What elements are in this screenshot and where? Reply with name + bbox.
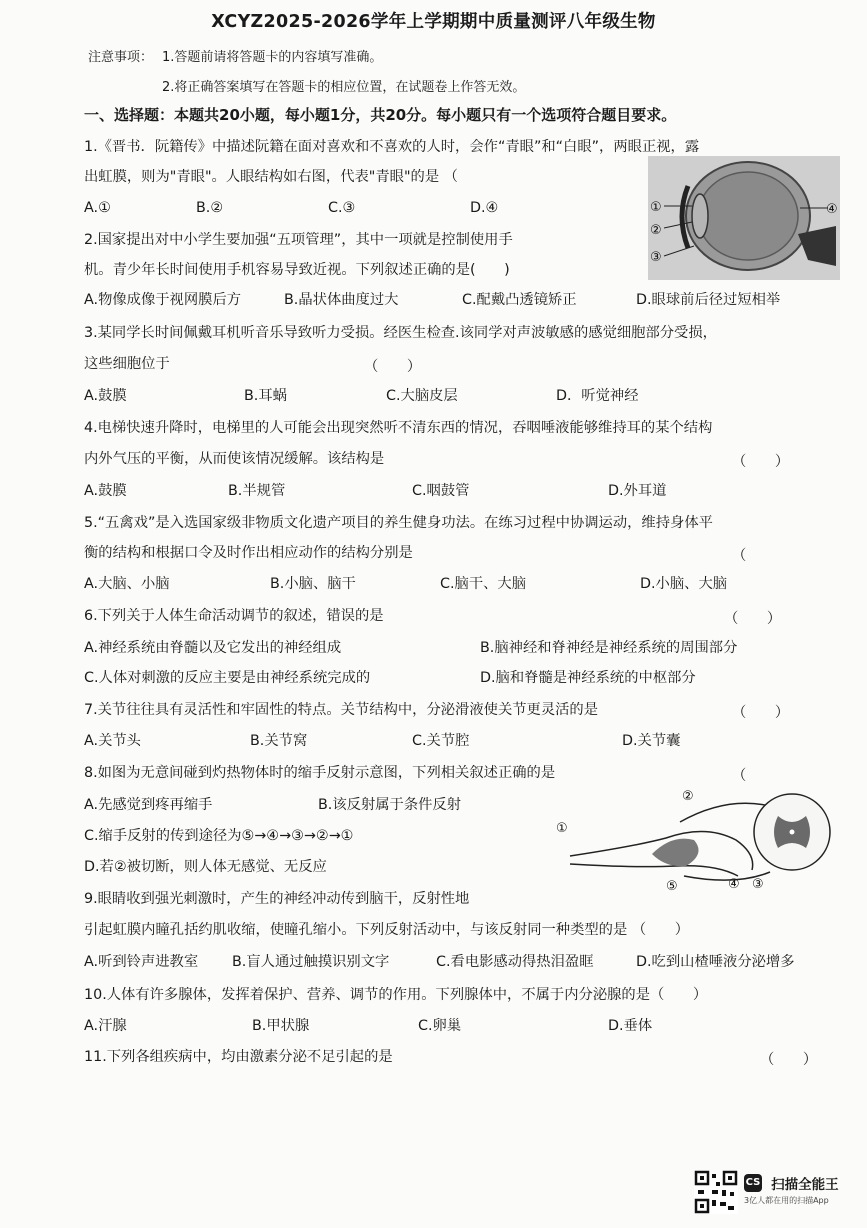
q8-option-c: C.缩手反射的传到途径为⑤→④→③→②→① [84, 828, 354, 844]
q11-line1: 11.下列各组疾病中，均由激素分泌不足引起的是 [84, 1049, 393, 1065]
reflex-marker-2: ② [682, 789, 694, 804]
q1-line2: 出虹膜，则为"青眼"。人眼结构如右图，代表"青眼"的是 （ [84, 169, 458, 185]
q5-option-d: D.小脑、大脑 [640, 576, 728, 592]
section-heading: 一、选择题：本题共20小题，每小题1分，共20分。每小题只有一个选项符合题目要求。 [84, 106, 677, 124]
q10-line1: 10.人体有许多腺体，发挥着保护、营养、调节的作用。下列腺体中，不属于内分泌腺的是（ ） [84, 987, 708, 1003]
reflex-marker-4: ④ [728, 877, 740, 892]
q4-line2: 内外气压的平衡，从而使该情况缓解。该结构是 [84, 451, 385, 467]
q2-line1: 2.国家提出对中小学生要加强“五项管理”，其中一项就是控制使用手 [84, 232, 513, 248]
reflex-marker-1: ① [556, 821, 568, 836]
q4-line1: 4.电梯快速升降时，电梯里的人可能会出现突然听不清东西的情况，吞咽唾液能够维持耳的某个结构 [84, 420, 713, 436]
q10-option-a: A.汗腺 [84, 1018, 127, 1034]
q11-answer-paren: （ ） [760, 1052, 818, 1068]
q7-option-c: C.关节腔 [412, 733, 470, 749]
q10-option-d: D.垂体 [608, 1018, 653, 1034]
q6-option-c: C.人体对刺激的反应主要是由神经系统完成的 [84, 670, 371, 686]
q8-option-a: A.先感觉到疼再缩手 [84, 797, 213, 813]
q1-option-b: B.② [196, 200, 224, 216]
q1-option-d: D.④ [470, 200, 499, 216]
qr-code [694, 1170, 738, 1214]
qr-code-image [694, 1170, 738, 1214]
q7-line1: 7.关节往往具有灵活性和牢固性的特点。关节结构中，分泌滑液使关节更灵活的是 [84, 702, 599, 718]
scanner-app-name: 扫描全能王 [771, 1176, 839, 1193]
q9-option-c: C.看电影感动得热泪盈眶 [436, 954, 594, 970]
q4-option-c: C.咽鼓管 [412, 483, 470, 499]
q1-option-c: C.③ [328, 200, 356, 216]
q2-option-b: B.晶状体曲度过大 [284, 292, 399, 308]
q3-option-b: B.耳蜗 [244, 388, 287, 404]
q2-option-c: C.配戴凸透镜矫正 [462, 292, 577, 308]
q4-option-a: A.鼓膜 [84, 483, 127, 499]
reflex-marker-3: ③ [752, 877, 764, 892]
q5-line2: 衡的结构和根据口令及时作出相应动作的结构分别是 [84, 545, 413, 561]
q6-answer-paren: （ ） [724, 611, 782, 627]
q5-option-b: B.小脑、脑干 [270, 576, 356, 592]
scanner-app-slogan: 3亿人都在用的扫描App [744, 1195, 829, 1205]
q3-option-a: A.鼓膜 [84, 388, 127, 404]
central-canal [790, 830, 795, 835]
q1-line1: 1.《晋书．阮籍传》中描述阮籍在面对喜欢和不喜欢的人时，会作“青眼”和“白眼”，两眼正视，露 [84, 139, 700, 155]
q2-option-a: A.物像成像于视网膜后方 [84, 292, 242, 308]
q8-option-b: B.该反射属于条件反射 [318, 797, 462, 813]
scanner-logo-icon: CS [744, 1174, 762, 1192]
q2-option-d: D.眼球前后径过短相举 [636, 292, 781, 308]
q10-option-b: B.甲状腺 [252, 1018, 310, 1034]
note-2: 2.将正确答案填写在答题卡的相应位置，在试题卷上作答无效。 [162, 80, 526, 95]
eye-marker-3: ③ [650, 250, 662, 265]
eye-marker-2: ② [650, 223, 662, 238]
note-1: 1.答题前请将答题卡的内容填写准确。 [162, 50, 383, 65]
q7-answer-paren: （ ） [732, 705, 790, 721]
q4-option-b: B.半规管 [228, 483, 286, 499]
q5-option-c: C.脑干、大脑 [440, 576, 527, 592]
q9-option-d: D.吃到山楂唾液分泌增多 [636, 954, 795, 970]
q9-line1: 9.眼睛收到强光刺激时，产生的神经冲动传到脑干，反射性地 [84, 891, 470, 907]
arm-outline-bottom [570, 864, 738, 876]
lens-shape [692, 194, 708, 238]
eye-structure-figure [648, 156, 840, 280]
q2-line2: 机。青少年长时间使用手机容易导致近视。下列叙述正确的是( ) [84, 262, 510, 278]
q8-answer-paren: （ [732, 768, 747, 784]
reflex-marker-5: ⑤ [666, 879, 678, 894]
page-title: XCYZ2025-2026学年上学期期中质量测评八年级生物 [211, 12, 656, 32]
q8-line1: 8.如图为无意间碰到灼热物体时的缩手反射示意图，下列相关叙述正确的是 [84, 765, 556, 781]
reflex-arc-figure [556, 782, 846, 894]
q4-answer-paren: （ ） [732, 454, 790, 470]
q5-option-a: A.大脑、小脑 [84, 576, 170, 592]
q3-line1: 3.某同学长时间佩戴耳机听音乐导致听力受损。经医生检查.该同学对声波敏感的感觉细胞部分受损， [84, 325, 717, 341]
eye-diagram [648, 156, 840, 280]
q6-option-d: D.脑和脊髓是神经系统的中枢部分 [480, 670, 696, 686]
q3-option-d: D．听觉神经 [556, 388, 639, 404]
reflex-arc-diagram [556, 782, 846, 894]
q10-option-c: C.卵巢 [418, 1018, 462, 1034]
q5-answer-paren: （ [732, 548, 747, 564]
q5-line1: 5.“五禽戏”是入选国家级非物质文化遗产项目的养生健身功法。在练习过程中协调运动，维持身体平 [84, 515, 713, 531]
q3-answer-paren: （ ） [364, 359, 422, 375]
q3-option-c: C.大脑皮层 [386, 388, 458, 404]
q1-option-a: A.① [84, 200, 111, 216]
q6-line1: 6.下列关于人体生命活动调节的叙述，错误的是 [84, 608, 384, 624]
eye-inner [698, 172, 798, 260]
q4-option-d: D.外耳道 [608, 483, 667, 499]
q6-option-a: A.神经系统由脊髓以及它发出的神经组成 [84, 640, 342, 656]
q9-option-b: B.盲人通过触摸识别文字 [232, 954, 390, 970]
eye-marker-1: ① [650, 200, 662, 215]
q8-option-d: D.若②被切断，则人体无感觉、无反应 [84, 859, 327, 875]
q7-option-d: D.关节囊 [622, 733, 681, 749]
eye-marker-4: ④ [826, 202, 838, 217]
q9-option-a: A.听到铃声进教室 [84, 954, 199, 970]
q7-option-a: A.关节头 [84, 733, 141, 749]
q9-line2: 引起虹膜内瞳孔括约肌收缩，使瞳孔缩小。下列反射活动中，与该反射同一种类型的是 （ ） [84, 922, 690, 938]
q7-option-b: B.关节窝 [250, 733, 308, 749]
q6-option-b: B.脑神经和脊神经是神经系统的周围部分 [480, 640, 738, 656]
scanner-watermark [744, 1172, 839, 1206]
muscle-shape [652, 839, 699, 867]
q3-line2: 这些细胞位于 [84, 356, 170, 372]
notes-label: 注意事项： [88, 50, 154, 65]
